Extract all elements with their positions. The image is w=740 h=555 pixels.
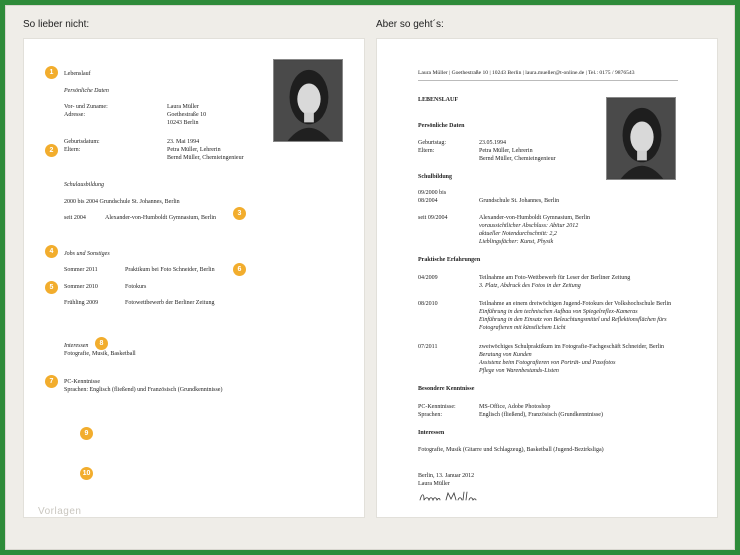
job-1-text: Praktikum bei Foto Schneider, Berlin: [125, 267, 215, 273]
marker-badge-1: 1: [45, 66, 58, 79]
marker-badge-5: 5: [45, 281, 58, 294]
marker-badge-10: 10: [80, 467, 93, 480]
marker-badge-6: 6: [233, 263, 246, 276]
marker-badge-7: 7: [45, 375, 58, 388]
personal-heading: Persönliche Daten: [64, 88, 109, 94]
left-heading: So lieber nicht:: [23, 19, 90, 30]
parents-line2-right: Bernd Müller, Chemieingenieur: [479, 156, 556, 162]
pc-label-right: PC-Kenntnisse:: [418, 404, 456, 410]
portrait-image: [607, 98, 675, 179]
work-3-text: zweiwöchiges Schulpraktikum im Fotografie-Fachgeschäft Schneider, Berlin: [479, 344, 665, 350]
school-entry-2-date: seit 2004: [64, 215, 86, 221]
work-2-date: 08/2010: [418, 301, 438, 307]
header-divider: [418, 80, 678, 81]
job-1-date: Sommer 2011: [64, 267, 98, 273]
jobs-heading: Jobs und Sonstiges: [64, 251, 110, 257]
lang-label-right: Sprachen:: [418, 412, 442, 418]
right-heading: Aber so geht´s:: [376, 19, 444, 30]
skills-heading: Besondere Kenntnisse: [418, 386, 475, 392]
portrait-image: [274, 60, 342, 141]
marker-badge-9: 9: [80, 427, 93, 440]
school-1-date-b: 08/2004: [418, 198, 438, 204]
school-heading: Schulausbildung: [64, 182, 104, 188]
parents-line1: Petra Müller, Lehrerin: [167, 147, 221, 153]
parents-label: Eltern:: [64, 147, 81, 153]
school-heading-right: Schulbildung: [418, 174, 453, 180]
work-2-sub2: Einführung in den Einsatz von Beleuchtungsmittel und Reflektionsflächen fürs: [479, 317, 667, 323]
work-1-sub: 3. Platz, Abdruck des Fotos in der Zeitung: [479, 283, 581, 289]
cv-title: Lebenslauf: [64, 71, 91, 77]
work-1-date: 04/2009: [418, 275, 438, 281]
pc-heading: PC-Kenntnisse: [64, 379, 100, 385]
school-1-date-a: 09/2000 bis: [418, 190, 447, 196]
work-heading: Praktische Erfahrungen: [418, 257, 481, 263]
interests-heading: Interessen: [64, 343, 89, 349]
parents-line1-right: Petra Müller, Lehrerin: [479, 148, 533, 154]
birth-value: 23. Mai 1994: [167, 139, 200, 145]
interests-text-right: Fotografie, Musik (Gitarre und Schlagzeug), Basketball (Jugend-Bezirksliga): [418, 447, 604, 453]
place-date: Berlin, 13. Januar 2012: [418, 473, 475, 479]
interests-text: Fotografie, Musik, Basketball: [64, 351, 136, 357]
school-2-date: seit 09/2004: [418, 215, 448, 221]
school-1-text: Grundschule St. Johannes, Berlin: [479, 198, 560, 204]
address-label: Adresse:: [64, 112, 85, 118]
applicant-photo-right: [606, 97, 676, 180]
address-line2: 10243 Berlin: [167, 120, 199, 126]
work-3-date: 07/2011: [418, 344, 438, 350]
applicant-photo-left: [273, 59, 343, 142]
marker-badge-4: 4: [45, 245, 58, 258]
contact-header-line: Laura Müller | Goethestraße 10 | 10243 Berlin | laura.mueller@t-online.de | Tel.: 0175 / 9876543: [418, 70, 635, 76]
parents-line2: Bernd Müller, Chemieingenieur: [167, 155, 244, 161]
parents-label-right: Eltern:: [418, 148, 435, 154]
school-2-text: Alexander-von-Humboldt Gymnasium, Berlin: [479, 215, 591, 221]
work-2-sub1: Einführung in den technischen Aufbau von Spiegelreflex-Kameras: [479, 309, 638, 315]
personal-heading-right: Persönliche Daten: [418, 123, 465, 129]
job-2-date: Sommer 2010: [64, 284, 98, 290]
job-2-text: Fotokurs: [125, 284, 147, 290]
school-entry-1: 2000 bis 2004 Grundschule St. Johannes, Berlin: [64, 199, 180, 205]
school-2-sub3: Lieblingsfächer: Kunst, Physik: [479, 239, 554, 245]
name-value: Laura Müller: [167, 104, 199, 110]
marker-badge-2: 2: [45, 144, 58, 157]
school-2-sub1: voraussichtlicher Abschluss: Abitur 2012: [479, 223, 579, 229]
birth-label-right: Geburtstag:: [418, 140, 446, 146]
job-3-text: Fotowettbewerb der Berliner Zeitung: [125, 300, 215, 306]
birth-label: Geburtsdatum:: [64, 139, 100, 145]
school-entry-2-text: Alexander-von-Humboldt Gymnasium, Berlin: [105, 215, 217, 221]
work-3-sub3: Pflege von Warenbestands-Listen: [479, 368, 559, 374]
typed-name: Laura Müller: [418, 481, 450, 487]
lang-value-right: Englisch (fließend), Französisch (Grundkenntnisse): [479, 412, 603, 418]
watermark-text: Vorlagen: [38, 506, 82, 517]
work-2-text: Teilnahme an einem dreiwöchigen Jugend-Fotokurs der Volkshochschule Berlin: [479, 301, 672, 307]
work-2-sub3: Fotografieren mit künstlichem Licht: [479, 325, 566, 331]
handwritten-signature: [418, 490, 478, 504]
work-3-sub2: Assistenz beim Fotografieren von Porträt- und Passfotos: [479, 360, 616, 366]
pc-value-right: MS-Office, Adobe Photoshop: [479, 404, 551, 410]
name-label: Vor- und Zuname:: [64, 104, 108, 110]
work-3-sub1: Beratung von Kunden: [479, 352, 532, 358]
job-3-date: Frühling 2009: [64, 300, 99, 306]
pc-text: Sprachen: Englisch (fließend) und Französisch (Grundkenntnisse): [64, 387, 223, 393]
school-2-sub2: aktueller Notendurchschnitt: 2,2: [479, 231, 557, 237]
marker-badge-3: 3: [233, 207, 246, 220]
interests-heading-right: Interessen: [418, 430, 445, 436]
work-1-text: Teilnahme am Foto-Wettbewerb für Leser der Berliner Zeitung: [479, 275, 631, 281]
cv-title-right: LEBENSLAUF: [418, 97, 459, 103]
birth-value-right: 23.05.1994: [479, 140, 506, 146]
address-line1: Goethestraße 10: [167, 112, 207, 118]
marker-badge-8: 8: [95, 337, 108, 350]
